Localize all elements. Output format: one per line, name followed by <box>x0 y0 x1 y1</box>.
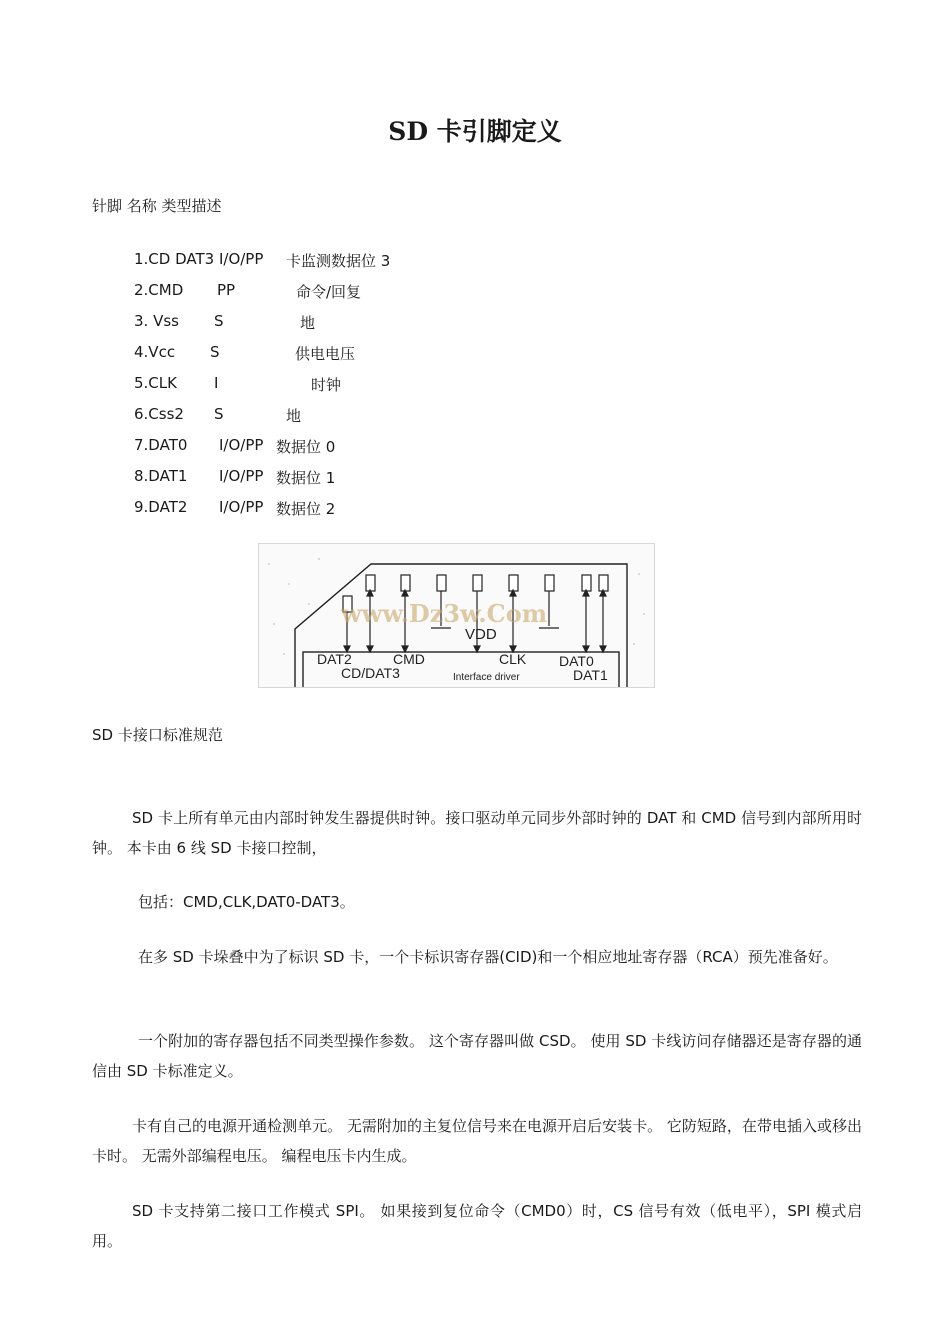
pin-desc: 地 <box>286 407 302 425</box>
diagram-dat0-label: DAT0 <box>559 653 594 669</box>
pin-desc: 数据位 1 <box>276 469 336 487</box>
pin-label: 1.CD DAT3 I/O/PP <box>134 250 264 268</box>
pin-label: 9.DAT2 <box>134 498 188 516</box>
pin-desc: 卡监测数据位 3 <box>286 252 391 270</box>
pin-type: I/O/PP <box>219 436 264 454</box>
diagram-dat2-label: DAT2 <box>317 651 352 667</box>
paragraph: 在多 SD 卡垛叠中为了标识 SD 卡，一个卡标识寄存器(CID)和一个相应地址寄存器（RCA）预先准备好。 <box>138 948 838 966</box>
diagram-clk-label: CLK <box>499 651 527 667</box>
pin-type: S <box>214 312 224 330</box>
pin-type: I <box>214 374 219 392</box>
pin-desc: 数据位 2 <box>276 500 336 518</box>
paragraph: 包括：CMD,CLK,DAT0-DAT3。 <box>138 893 355 911</box>
pin-label: 6.Css2 <box>134 405 184 423</box>
pin-label: 7.DAT0 <box>134 436 188 454</box>
diagram-dat1-label: DAT1 <box>573 667 608 683</box>
pin-type: PP <box>217 281 236 299</box>
pin-desc: 数据位 0 <box>276 438 336 456</box>
pin-label: 4.Vcc <box>134 343 176 361</box>
diagram-interface-label: Interface driver <box>453 672 520 683</box>
pin-type: S <box>214 405 224 423</box>
pin-desc: 供电电压 <box>295 345 356 363</box>
pin-label: 2.CMD <box>134 281 184 299</box>
pin-table-header: 针脚 名称 类型描述 <box>92 197 222 215</box>
pin-desc: 地 <box>300 314 316 332</box>
paragraph: 卡有自己的电源开通检测单元。 无需附加的主复位信号来在电源开启后安装卡。 它防短路，在带电插入或移出卡时。 无需外部编程电压。 编程电压卡内生成。 <box>92 1117 862 1165</box>
pin-desc: 时钟 <box>311 376 342 394</box>
pin-type: I/O/PP <box>219 467 264 485</box>
pin-type: I/O/PP <box>219 498 264 516</box>
diagram-watermark: www.Dz3w.Com <box>341 599 548 628</box>
section-title: SD 卡接口标准规范 <box>92 726 223 744</box>
pin-label: 5.CLK <box>134 374 177 392</box>
diagram-cd-dat3-label: CD/DAT3 <box>341 665 400 681</box>
diagram-cmd-label: CMD <box>393 651 425 667</box>
pin-label: 8.DAT1 <box>134 467 188 485</box>
pin-desc: 命令/回复 <box>296 283 362 301</box>
sd-pin-diagram <box>258 543 655 688</box>
pin-label: 3. Vss <box>134 312 179 330</box>
page-title: SD 卡引脚定义 <box>388 117 562 146</box>
paragraph: 一个附加的寄存器包括不同类型操作参数。 这个寄存器叫做 CSD。 使用 SD 卡线访问存储器还是寄存器的通信由 SD 卡标准定义。 <box>92 1032 862 1080</box>
paragraph: SD 卡上所有单元由内部时钟发生器提供时钟。接口驱动单元同步外部时钟的 DAT 和 CMD 信号到内部所用时钟。 本卡由 6 线 SD 卡接口控制， <box>92 809 862 857</box>
paragraph: SD 卡支持第二接口工作模式 SPI。 如果接到复位命令（CMD0）时，CS 信号有效（低电平），SPI 模式启用。 <box>92 1202 862 1250</box>
diagram-vdd-label: VDD <box>465 626 497 643</box>
pin-type: S <box>210 343 220 361</box>
